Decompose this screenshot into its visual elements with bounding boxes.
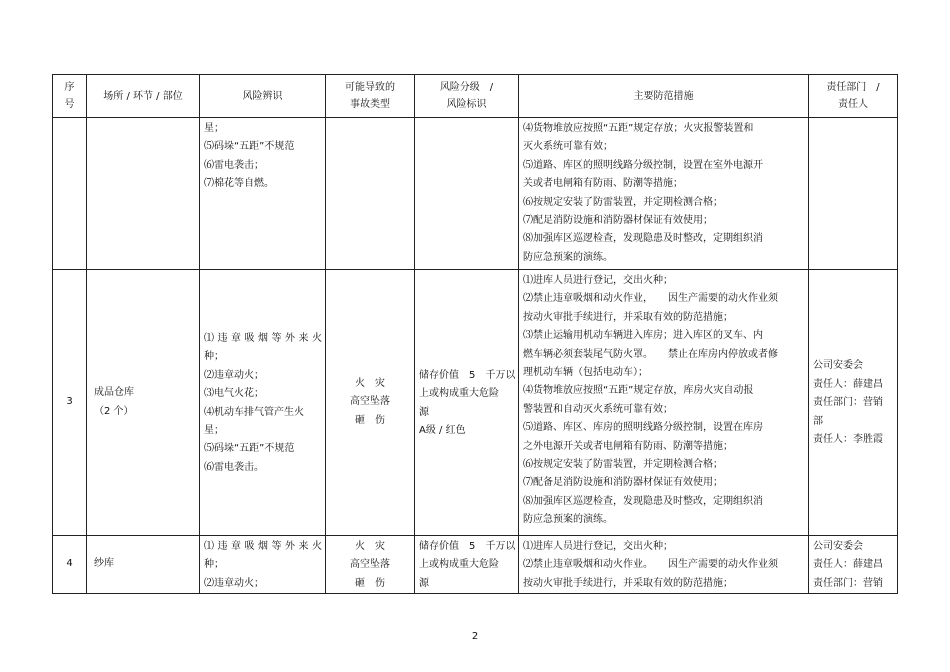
table-row	[53, 270, 898, 536]
row-place: 纱库	[87, 536, 200, 594]
row-no: 4	[53, 536, 87, 594]
header-place: 场所 / 环节 / 部位	[87, 75, 200, 118]
row-level	[415, 118, 519, 270]
row-risk: 星； ⑸码垛“五距”不规范 ⑹雷电袭击； ⑺棉花等自燃。	[200, 118, 326, 270]
row-owner	[809, 118, 898, 270]
row-no	[53, 118, 87, 270]
header-risk: 风险辨识	[200, 75, 326, 118]
table-header-row	[53, 75, 898, 118]
header-owner: 责任部门 / 责任人	[809, 75, 898, 118]
row-place: 成品仓库 （2 个）	[87, 270, 200, 536]
row-owner: 公司安委会 责任人：薛建昌 责任部门：营销	[809, 536, 898, 594]
page-number: 2	[471, 631, 479, 642]
row-accident	[326, 118, 415, 270]
table-row	[53, 536, 898, 594]
row-accident: 火 灾 高空坠落 砸 伤	[326, 270, 415, 536]
row-place	[87, 118, 200, 270]
row-level: 储存价值 5 千万以 上或构成重大危险 源 A级 / 红色	[415, 270, 519, 536]
row-measures: ⑷货物堆放应按照“五距”规定存放；火灾报警装置和 灭火系统可靠有效； ⑸道路、库区的照明线路分级控制，设置在室外电源开 关或者电闸箱有防雨、防潮等措施； ⑹按规定安装了防雷装置，并定期检测合格； ⑺配足消防设施和消防器材保证有效使用； ⑻加强库区巡逻检查，发现隐患及时整改，定期组织消 防应急预案的演练。	[519, 118, 809, 270]
header-level: 风险分级 / 风险标识	[415, 75, 519, 118]
row-risk: ⑴违章吸烟等外来火 种； ⑵违章动火；	[200, 536, 326, 594]
row-measures: ⑴进库人员进行登记，交出火种； ⑵禁止违章吸烟和动火作业。 因生产需要的动火作业须 按动火审批手续进行，并采取有效的防范措施；	[519, 536, 809, 594]
risk-table	[52, 74, 898, 594]
row-no: 3	[53, 270, 87, 536]
header-accident: 可能导致的 事故类型	[326, 75, 415, 118]
row-risk: ⑴违章吸烟等外来火 种； ⑵违章动火； ⑶电气火花； ⑷机动车排气管产生火 星； ⑸码垛“五距”不规范 ⑹雷电袭击。	[200, 270, 326, 536]
row-level: 储存价值 5 千万以 上或构成重大危险 源	[415, 536, 519, 594]
header-no: 序 号	[53, 75, 87, 118]
row-accident: 火 灾 高空坠落 砸 伤	[326, 536, 415, 594]
table-row	[53, 118, 898, 270]
row-owner: 公司安委会 责任人：薛建昌 责任部门：营销 部 责任人：李胜霞	[809, 270, 898, 536]
row-measures: ⑴进库人员进行登记，交出火种； ⑵禁止违章吸烟和动火作业， 因生产需要的动火作业须 按动火审批手续进行，并采取有效的防范措施； ⑶禁止运输用机动车辆进入库房；进入库区的叉车、内 燃车辆必须套装尾气防火罩。 禁止在库房内停放或者修 理机动车辆（包括电动车）； ⑷货物堆放应按照“五距”规定存放，库房火灾自动报 警装置和自动灭火系统可靠有效； ⑸道路、库区、库房的照明线路分级控制，设置在库房 之外电源开关或者电闸箱有防雨、防潮等措施； ⑹按规定安装了防雷装置，并定期检测合格； ⑺配备足消防设施和消防器材保证有效使用； ⑻加强库区巡逻检查，发现隐患及时整改，定期组织消 防应急预案的演练。	[519, 270, 809, 536]
header-measures: 主要防范措施	[519, 75, 809, 118]
